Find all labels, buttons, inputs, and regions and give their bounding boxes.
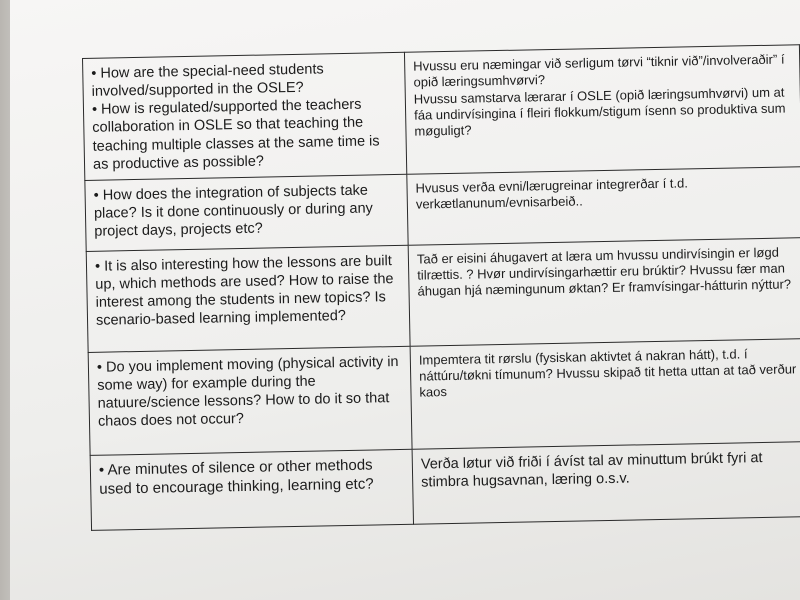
faroese-translation-text: Verða løtur við friði í ávíst tal av minuttum brúkt fyri at stimbra hugsavnan, læring o.s.v. [420,449,763,491]
table-row [85,166,800,251]
faroese-translation-cell [412,441,800,524]
faroese-translation-text: Impemtera tit rørslu (fysiskan aktivtet á nakran hátt), t.d. í náttúru/tøkni tímunum? Hvussu skipað tit hetta uttan at tað verður kaos [418,346,797,400]
bilingual-question-table-wrapper [82,44,800,530]
faroese-translation-cell [407,166,800,245]
english-question-text: • How does the integration of subjects take place? Is it done continuously or during any project days, projects etc? [93,182,373,240]
table-row [83,45,800,180]
english-question-text: • How are the special-need students involved/supported in the OSLE? • How is regulated/supported the teachers collaboration in OSLE so that teaching the teaching multiple classes at the same time is as productive as possible? [91,61,380,173]
faroese-translation-text: Hvusus verða evni/lærugreinar integrerðar í t.d. verkætlanunum/evnisarbeið.. [415,175,689,212]
english-question-cell [85,174,408,251]
faroese-translation-cell [408,237,800,346]
bilingual-question-table [82,44,800,530]
english-question-text: • It is also interesting how the lessons are built up, which methods are used? How to raise the interest among the students in new topics? Is scenario-based learning implemented? [94,252,394,329]
table-row [88,338,800,455]
english-question-cell [86,245,410,352]
faroese-translation-cell [410,338,800,449]
faroese-translation-text: Tað er eisini áhugavert at læra um hvussu undirvísingin er løgd tilrættis. ? Hvør undirvísingarhættir eru brúktir? Hvussu fær man áhugan hjá næmingunum øktan? Er framvísingar-hátturin nýttur? [416,244,792,299]
faroese-translation-cell [404,45,800,174]
english-question-cell [88,346,412,455]
english-question-cell [83,52,407,180]
table-row [90,441,800,530]
table-row [86,237,800,352]
english-question-text: • Are minutes of silence or other methods used to encourage thinking, learning etc? [98,456,374,498]
english-question-text: • Do you implement moving (physical activity in some way) for example during the natuure/science lessons? How to do it so that chaos does not occur? [96,353,399,430]
english-question-cell [90,449,413,530]
faroese-translation-text: Hvussu eru næmingar við serligum tørvi “tiknir við”/involveraðir” í opið læringsumhvørvi? Hvussu samstarva lærarar í OSLE (opið læringsumhvørvi) um at fáa undirvísingina í fleiri flokkum/stigum ísenn so produktiva sum møguligt? [413,51,786,139]
